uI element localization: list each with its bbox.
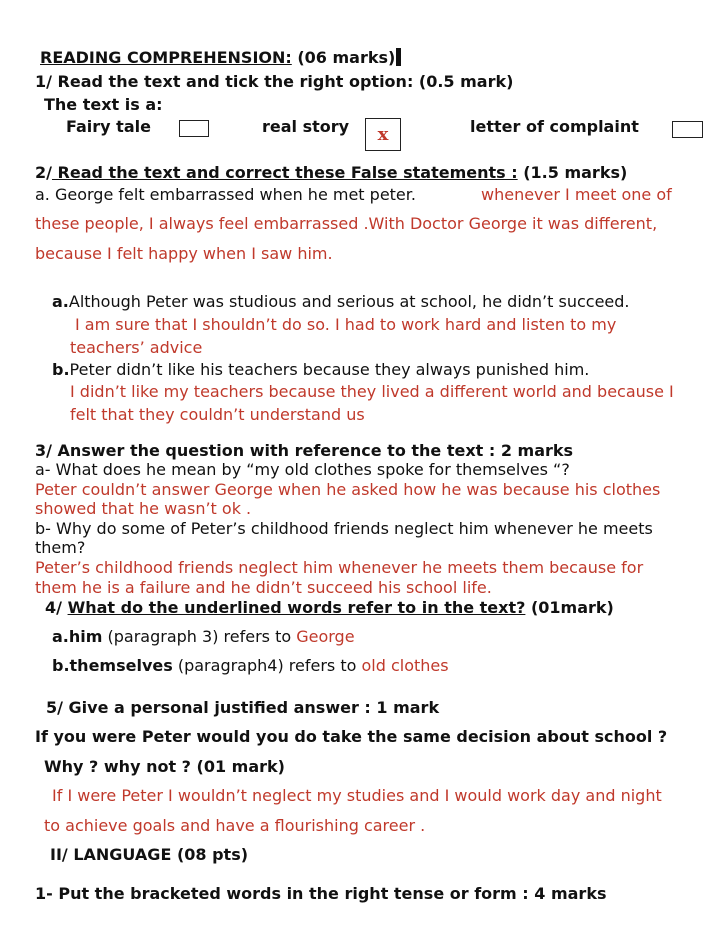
- q5-question-line2: Why ? why not ? (01 mark): [44, 757, 285, 776]
- q4-item-a-answer: George: [296, 627, 355, 646]
- checkbox-letter-of-complaint[interactable]: [672, 121, 703, 138]
- q2-statement-b-text: Although Peter was studious and serious at school, he didn’t succeed.: [68, 292, 630, 311]
- q4-number: 4/: [45, 598, 62, 617]
- option-label-letter-of-complaint: letter of complaint: [470, 117, 639, 136]
- q3-question-b-line2: them?: [35, 538, 86, 557]
- q2-marks: (1.5 marks): [517, 163, 628, 182]
- q2-statement-b-letter: a.: [52, 292, 69, 311]
- q3-question-b-line1: b- Why do some of Peter’s childhood friends neglect him whenever he meets: [35, 519, 653, 538]
- q3-answer-b-line1: Peter’s childhood friends neglect him whenever he meets them because for: [35, 558, 644, 577]
- q2-answer-b-line2: teachers’ advice: [70, 338, 203, 357]
- q3-answer-b-line2: them he is a failure and he didn’t succeed his school life.: [35, 578, 492, 597]
- option-label-fairy-tale: Fairy tale: [66, 117, 151, 136]
- q2-title: [35, 163, 627, 183]
- q5-answer-line2: to achieve goals and have a flourishing career .: [44, 816, 426, 835]
- reading-heading-title: READING COMPREHENSION:: [40, 48, 292, 67]
- q4-title: [45, 598, 614, 618]
- q2-statement-a: a. George felt embarrassed when he met peter.: [35, 185, 416, 204]
- q4-marks: (01mark): [525, 598, 614, 617]
- q4-item-a: [52, 627, 355, 647]
- q2-answer-b-line1: I am sure that I shouldn’t do so. I had to work hard and listen to my: [75, 315, 617, 334]
- q2-answer-a-line3: because I felt happy when I saw him.: [35, 244, 333, 263]
- q4-item-b: [52, 656, 449, 676]
- q4-item-a-letter: a.: [52, 627, 69, 646]
- q2-statement-c-text: Peter didn’t like his teachers because they always punished him.: [69, 360, 590, 379]
- q5-question-line1: If you were Peter would you do take the same decision about school ?: [35, 727, 668, 746]
- option-label-real-story: real story: [262, 117, 350, 136]
- reading-heading-marks: (06 marks): [291, 48, 396, 67]
- q4-item-b-answer: old clothes: [361, 656, 449, 675]
- q2-statement-c: [52, 360, 589, 380]
- language-heading: II/ LANGUAGE (08 pts): [50, 845, 249, 864]
- q2-answer-a-line2: these people, I always feel embarrassed .With Doctor George it was different,: [35, 214, 658, 233]
- reading-heading: [40, 48, 401, 68]
- q3-answer-a-line1: Peter couldn’t answer George when he asked how he was because his clothes: [35, 480, 661, 499]
- q3-answer-a-line2: showed that he wasn’t ok .: [35, 499, 252, 518]
- q3-question-a: a- What does he mean by “my old clothes spoke for themselves “?: [35, 460, 570, 479]
- q4-item-a-text: (paragraph 3) refers to: [102, 627, 297, 646]
- q2-number: 2/: [35, 163, 52, 182]
- text-cursor-icon: [396, 48, 401, 66]
- language-q1-title: 1- Put the bracketed words in the right tense or form : 4 marks: [35, 884, 607, 903]
- check-x-icon: x: [377, 124, 389, 145]
- q4-item-b-letter: b.: [52, 656, 70, 675]
- q2-answer-c-line2: felt that they couldn’t understand us: [70, 405, 365, 424]
- q2-statement-c-letter: b.: [52, 360, 70, 379]
- checkbox-fairy-tale[interactable]: [179, 120, 209, 137]
- q4-instruction: What do the underlined words refer to in the text?: [67, 598, 526, 617]
- q2-instruction: Read the text and correct these False statements :: [51, 163, 518, 182]
- q5-answer-line1: If I were Peter I wouldn’t neglect my studies and I would work day and night: [52, 786, 662, 805]
- checkbox-real-story[interactable]: [365, 118, 401, 151]
- q1-prompt: The text is a:: [44, 95, 163, 114]
- q2-statement-b: [52, 292, 630, 312]
- q4-item-a-word: him: [68, 627, 103, 646]
- q4-item-b-text: (paragraph4) refers to: [172, 656, 362, 675]
- q4-item-b-word: themselves: [69, 656, 173, 675]
- q1-title: 1/ Read the text and tick the right option: (0.5 mark): [35, 72, 514, 91]
- q2-answer-c-line1: I didn’t like my teachers because they lived a different world and because I: [70, 382, 674, 401]
- q3-title: 3/ Answer the question with reference to the text : 2 marks: [35, 441, 574, 460]
- q5-title: 5/ Give a personal justified answer : 1 mark: [46, 698, 440, 717]
- q2-answer-a-line1: whenever I meet one of: [481, 185, 672, 204]
